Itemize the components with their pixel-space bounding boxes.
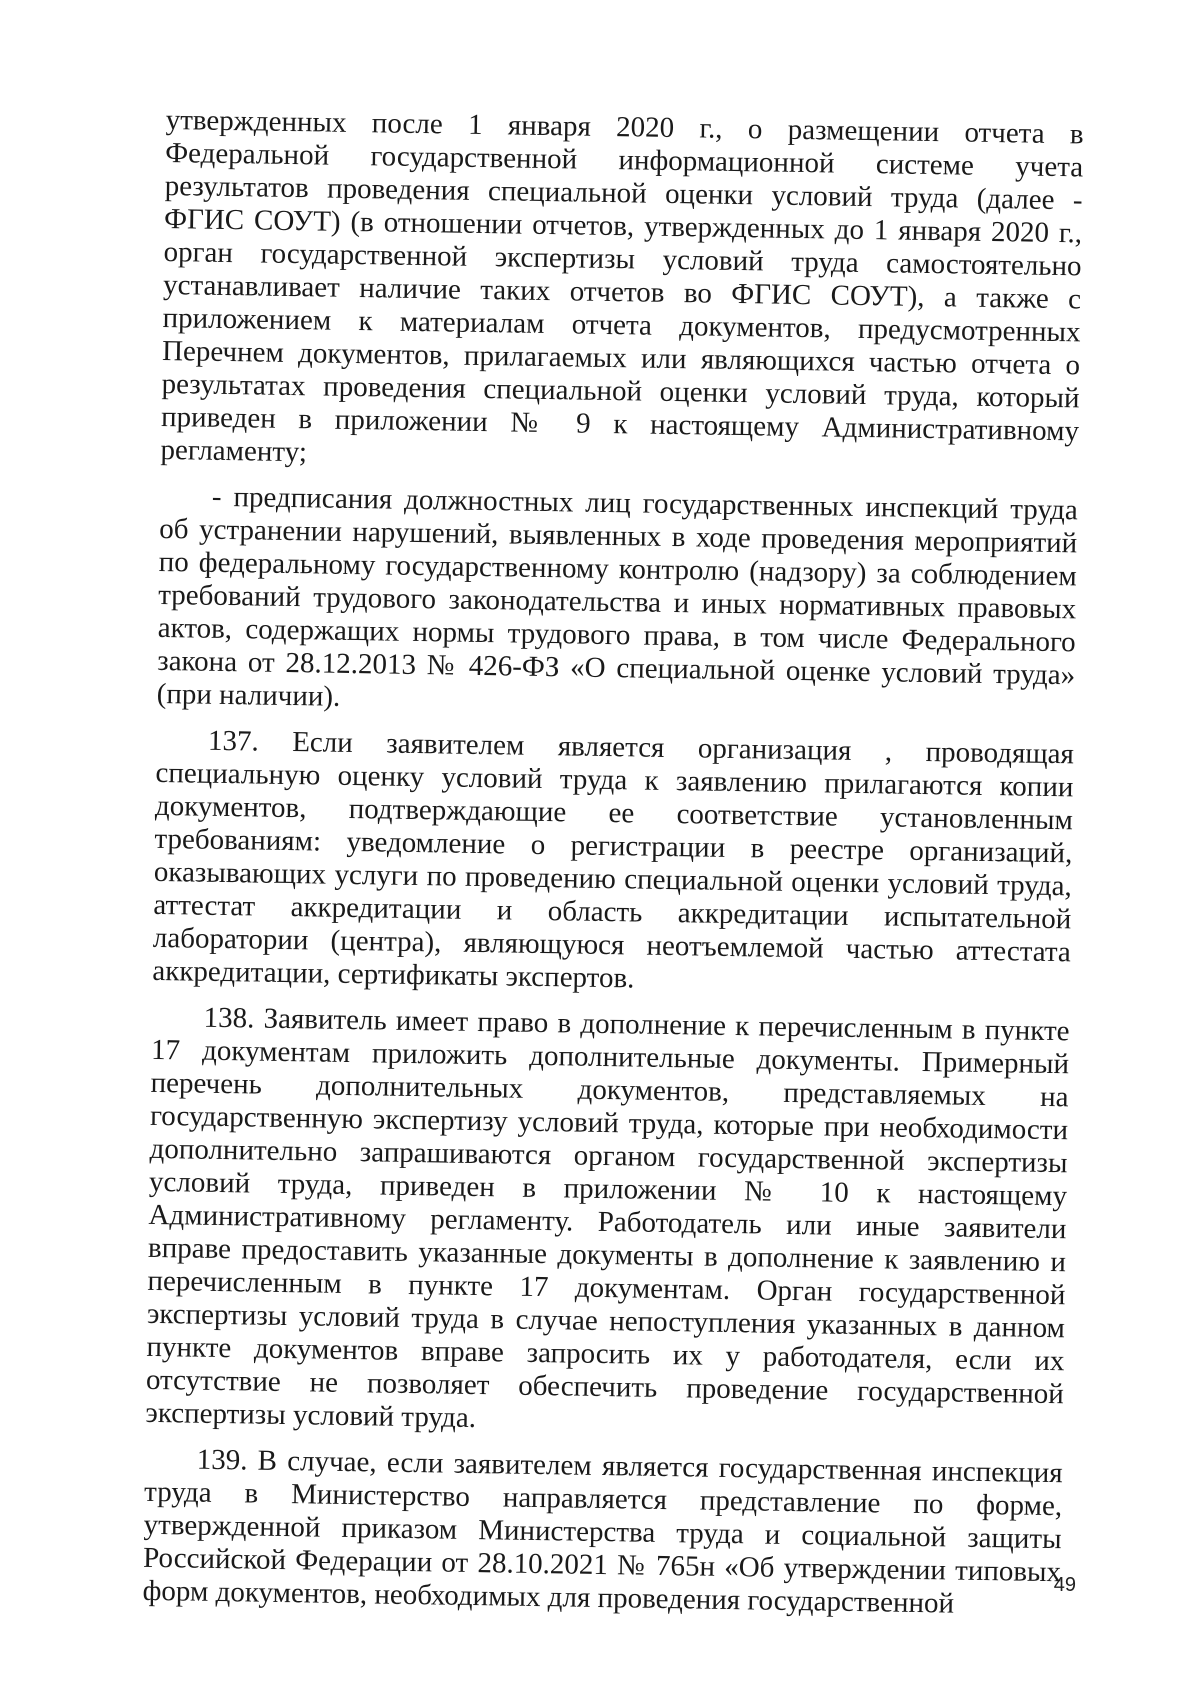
document-body xyxy=(142,104,1084,1622)
paragraph-item-138: 138. Заявитель имеет право в дополнение к перечисленным в пункте 17 документам приложить дополнительные документы. Примерный перечень дополнительных документов, представляемых на государственную экспертизу условий труда, которые при необходимости дополнительно запрашиваются органом государственной экспертизы условий труда, приведен в приложении № 10 к настоящему Административному регламенту. Работодатель или иные заявители вправе предоставить указанные документы в дополнение к заявлению и перечисленным в пункте 17 документам. Орган государственной экспертизы условий труда в случае непоступления указанных в данном пункте документов вправе запросить их у работодателя, если их отсутствие не позволяет обеспечить проведение государственной экспертизы условий труда. xyxy=(145,1001,1070,1435)
paragraph-item-139: 139. В случае, если заявителем является государственная инспекция труда в Министерство направляется представление по форме, утвержденной приказом Министерства труда и социальной защиты Российской Федерации от 28.10.2021 № 765н «Об утверждении типовых форм документов, необходимых для проведения государственной xyxy=(142,1443,1063,1620)
page-number: 49 xyxy=(1053,1574,1076,1596)
paragraph-item-137: 137. Если заявителем является организация , проводящая специальную оценку условий труда к заявлению прилагаются копии документов, подтверждающие ее соответствие установленным требованиям: уведомление о регистрации в реестре организаций, оказывающих услуги по проведению специальной оценки условий труда, аттестат аккредитации и область аккредитации испытательной лаборатории (центра), являющуюся неотъемлемой частью аттестата аккредитации, сертификаты экспертов. xyxy=(152,724,1075,995)
paragraph-prescriptions: - предписания должностных лиц государственных инспекций труда об устранении нарушений, выявленных в ходе проведения мероприятий по федеральному государственному контролю (надзору) за соблюдением требований трудового законодательства и иных нормативных правовых актов, содержащих нормы трудового права, в том числе Федерального закона от 28.12.2013 № 426-ФЗ «О специальной оценке условий труда» (при наличии). xyxy=(156,480,1078,713)
paragraph-continuation: утвержденных после 1 января 2020 г., о размещении отчета в Федеральной государственной информационной системе учета результатов проведения специальной оценки условий труда (далее - ФГИС СОУТ) (в отношении отчетов, утвержденных до 1 января 2020 г., орган государственной экспертизы условий труда самостоятельно устанавливает наличие таких отчетов во ФГИС СОУТ), а также с приложением к материалам отчета документов, предусмотренных Перечнем документов, прилагаемых или являющихся частью отчета о результатах проведения специальной оценки условий труда, который приведен в приложении № 9 к настоящему Административному регламенту; xyxy=(160,104,1084,469)
